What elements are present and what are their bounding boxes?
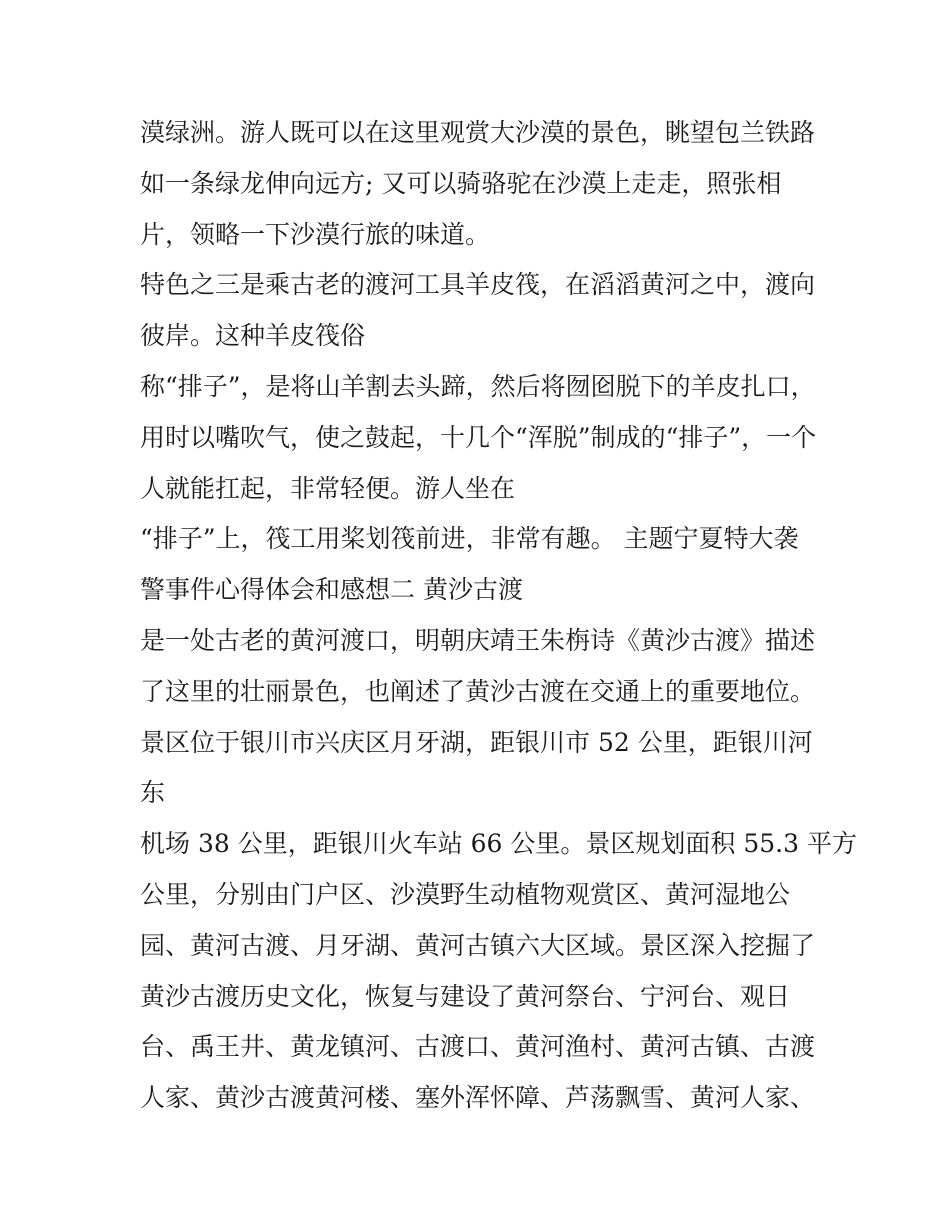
text-line: 公里，分别由门户区、沙漠野生动植物观赏区、黄河湿地公 <box>140 879 791 909</box>
body-text <box>140 108 857 1124</box>
text-line: “排子”上，筏工用桨划筏前进，非常有趣。 主题宁夏特大袭 <box>140 524 799 554</box>
text-line: 园、黄河古渡、月牙湖、黄河古镇六大区域。景区深入挖掘了 <box>140 930 816 960</box>
text-line: 彼岸。这种羊皮筏俗 <box>140 321 366 351</box>
text-line: 特色之三是乘古老的渡河工具羊皮筏，在滔滔黄河之中，渡向 <box>140 270 816 300</box>
text-line: 用时以嘴吹气，使之鼓起，十几个“浑脱”制成的“排子”，一个 <box>140 422 817 452</box>
text-line: 东 <box>140 778 166 808</box>
text-line: 称“排子”，是将山羊割去头蹄，然后将囫囵脱下的羊皮扎口， <box>140 371 816 401</box>
text-line: 人就能扛起，非常轻便。游人坐在 <box>140 473 516 503</box>
text-line: 漠绿洲。游人既可以在这里观赏大沙漠的景色，眺望包兰铁路 <box>140 118 816 147</box>
text-line: 台、禹王井、黄龙镇河、古渡口、黄河渔村、黄河古镇、古渡 <box>140 1032 816 1062</box>
text-line: 是一处古老的黄河渡口，明朝庆靖王朱栴诗《黄沙古渡》描述 <box>140 625 816 655</box>
text-line: 如一条绿龙伸向远方; 又可以骑骆驼在沙漠上走走，照张相 <box>140 168 782 198</box>
text-line: 机场 38 公里，距银川火车站 66 公里。景区规划面积 55.3 平方 <box>140 829 857 859</box>
text-line: 人家、黄沙古渡黄河楼、塞外浑怀障、芦荡飘雪、黄河人家、 <box>140 1083 816 1113</box>
text-line: 景区位于银川市兴庆区月牙湖，距银川市 52 公里，距银川河 <box>140 727 813 757</box>
text-line: 片，领略一下沙漠行旅的味道。 <box>140 219 491 249</box>
text-line: 警事件心得体会和感想二 黄沙古渡 <box>140 575 523 605</box>
text-line: 了这里的壮丽景色，也阐述了黄沙古渡在交通上的重要地位。 <box>140 676 816 706</box>
text-line: 黄沙古渡历史文化，恢复与建设了黄河祭台、宁河台、观日 <box>140 981 791 1011</box>
